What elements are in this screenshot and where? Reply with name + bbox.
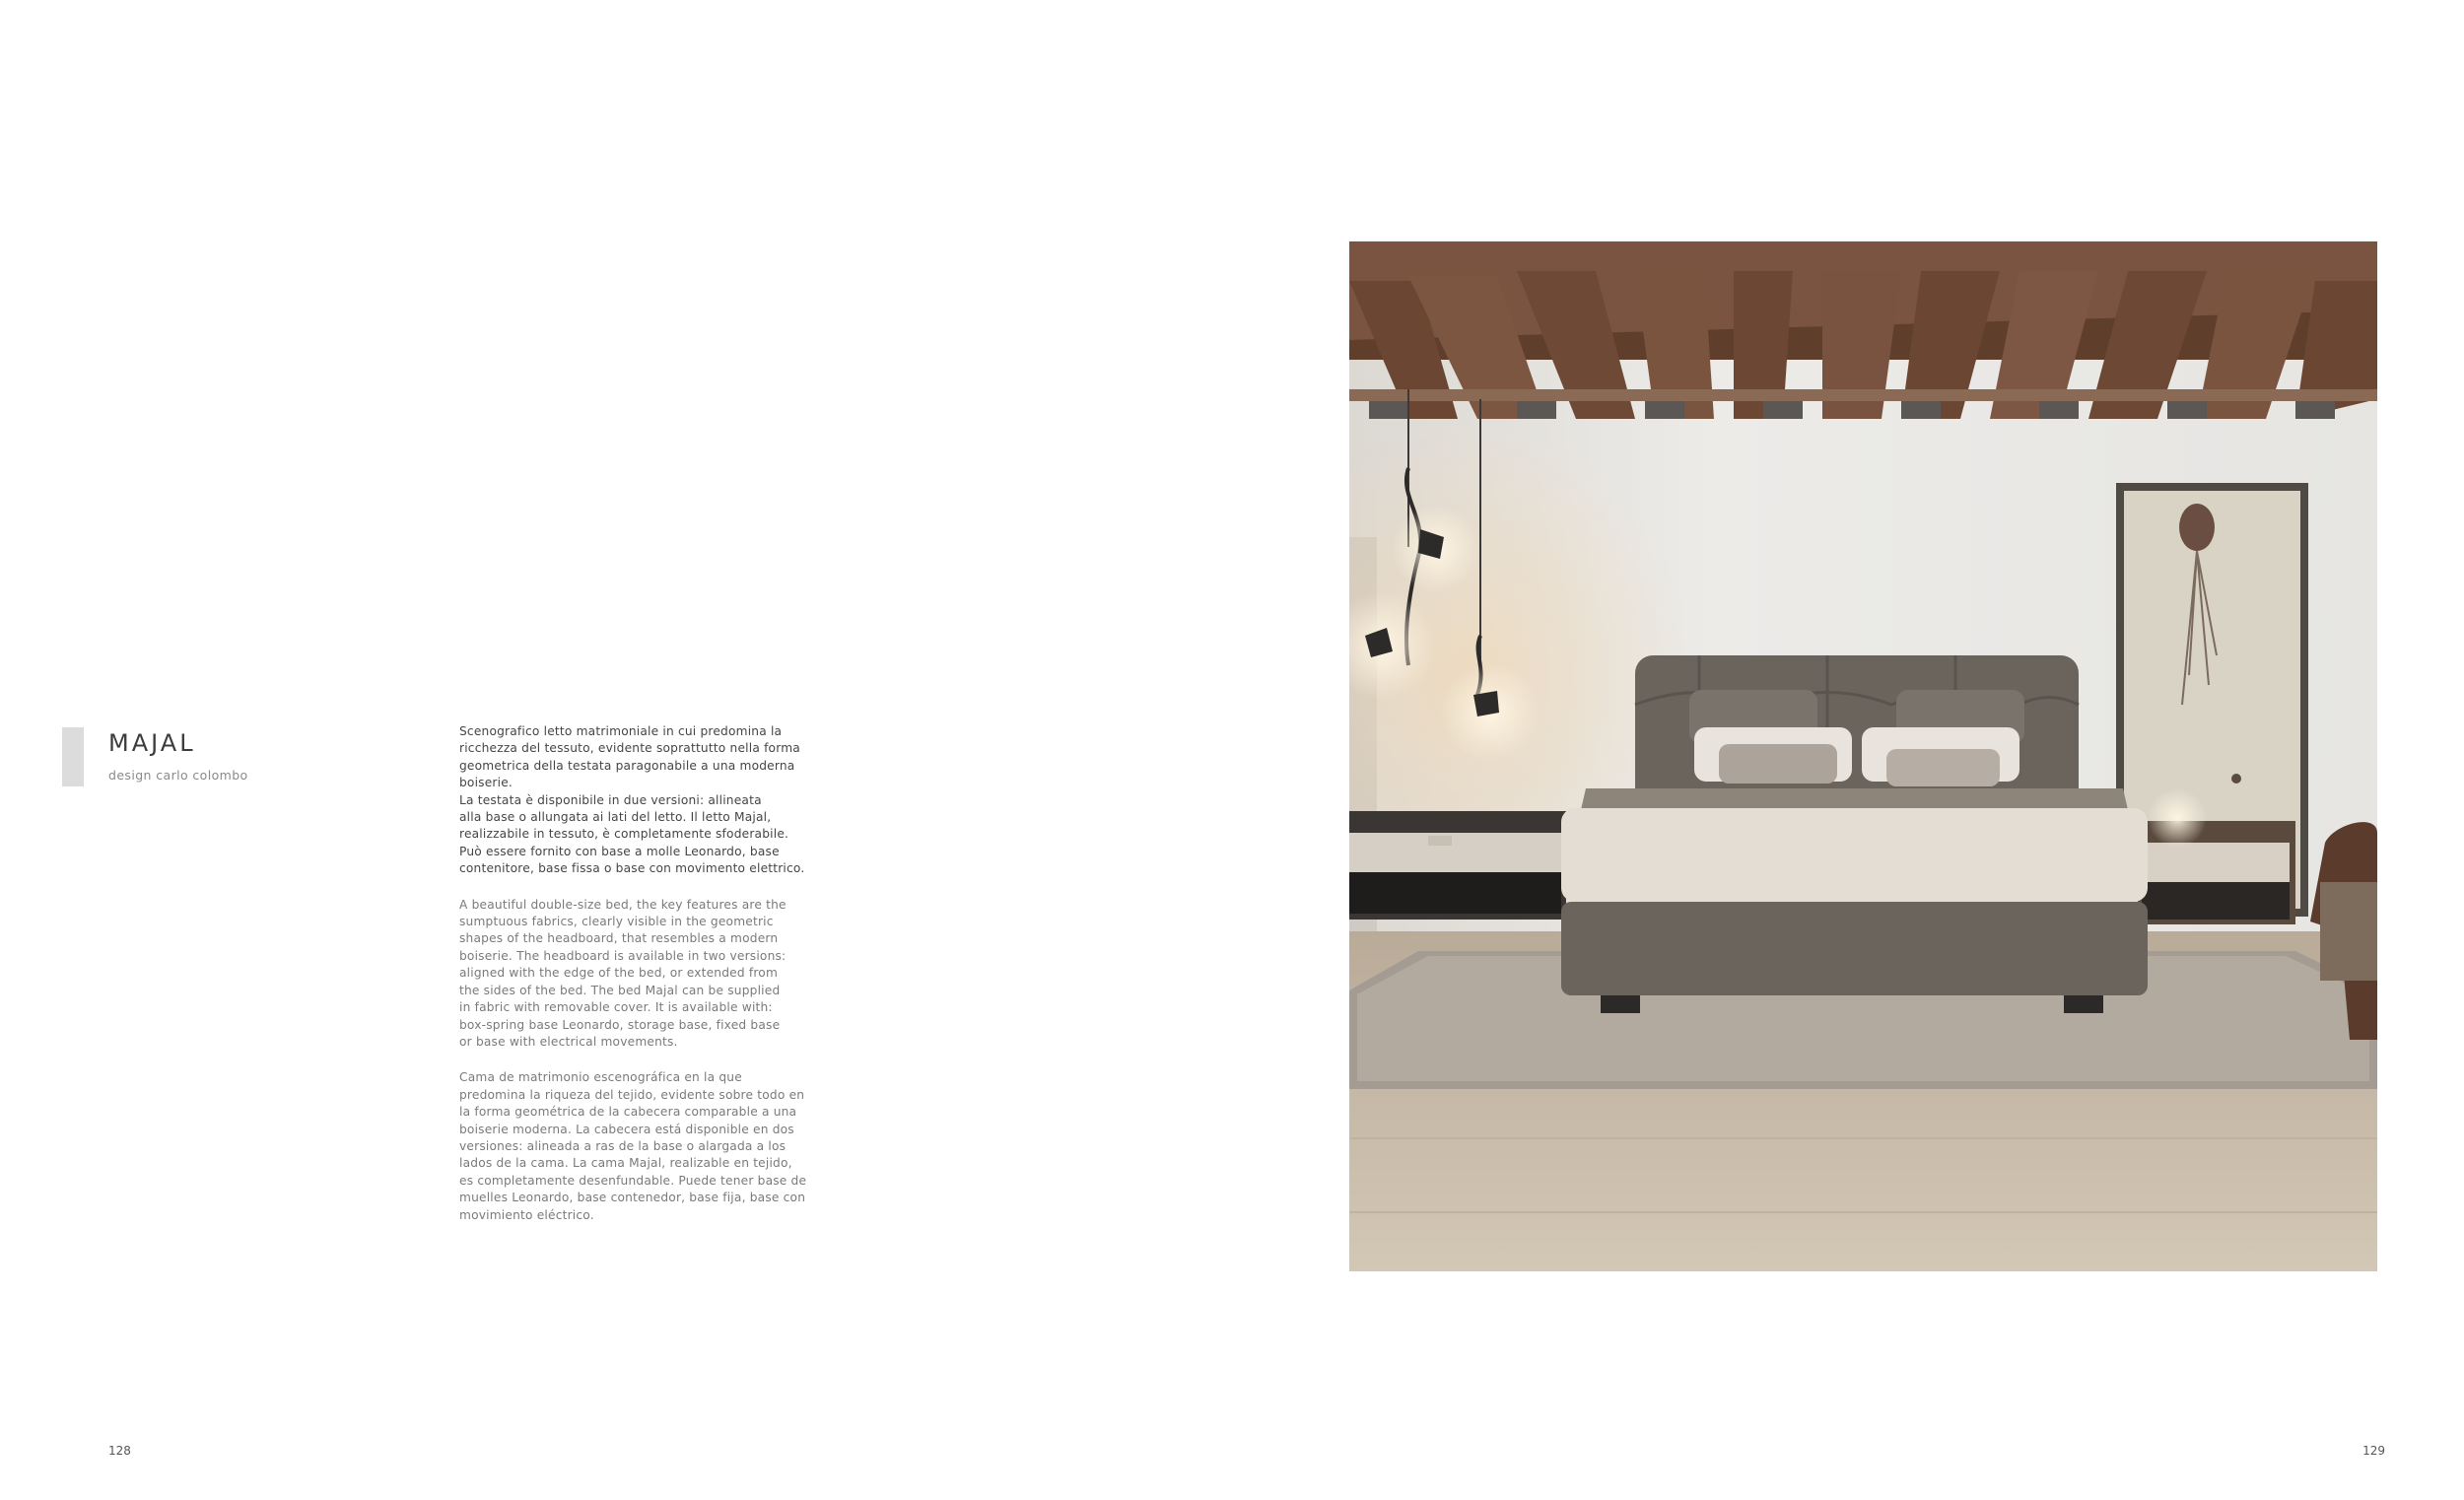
text-line: ricchezza del tessuto, evidente soprattutto nella forma: [459, 741, 800, 756]
text-line: versiones: alineada a ras de la base o alargada a los: [459, 1138, 787, 1153]
bed-base: [1561, 902, 2148, 995]
title-accent-bar: [62, 727, 84, 786]
text-line: realizzabile in tessuto, è completamente sfoderabile.: [459, 827, 789, 842]
text-line: es completamente desenfundable. Puede tener base de: [459, 1173, 807, 1188]
description-spanish: [459, 1069, 807, 1224]
nightstand-left: [1349, 811, 1566, 920]
page-number-left: 128: [108, 1444, 131, 1458]
text-line: predomina la riqueza del tejido, evidente sobre todo en: [459, 1087, 805, 1102]
bedroom-photo: [1349, 241, 2377, 1271]
text-line: in fabric with removable cover. It is available with:: [459, 1000, 773, 1015]
description-italian: [459, 723, 805, 878]
bed: [1561, 655, 2148, 1013]
ceiling-beams: [1349, 241, 2377, 419]
text-line: boiserie. The headboard is available in two versions:: [459, 948, 787, 963]
description-english: [459, 897, 794, 1052]
text-line: A beautiful double-size bed, the key features are the: [459, 897, 787, 912]
text-line: or base with electrical movements.: [459, 1034, 678, 1049]
product-title: MAJAL: [108, 729, 196, 757]
product-designer: design carlo colombo: [108, 768, 248, 783]
text-line: geometrica della testata paragonabile a una moderna: [459, 758, 795, 773]
text-line: la forma geométrica de la cabecera comparable a una: [459, 1105, 797, 1120]
text-line: aligned with the edge of the bed, or extended from: [459, 966, 779, 981]
bed-linen: [1561, 808, 2148, 902]
text-line: Cama de matrimonio escenográfica en la que: [459, 1070, 742, 1085]
text-line: shapes of the headboard, that resembles a modern: [459, 931, 779, 946]
text-line: the sides of the bed. The bed Majal can be supplied: [459, 983, 781, 997]
text-line: movimiento eléctrico.: [459, 1207, 594, 1222]
text-line: box-spring base Leonardo, storage base, fixed base: [459, 1017, 781, 1032]
page-number-right: 129: [2362, 1444, 2385, 1458]
text-line: contenitore, base fissa o base con movimento elettrico.: [459, 861, 805, 876]
text-line: sumptuous fabrics, clearly visible in the geometric: [459, 915, 774, 929]
text-line: boiserie moderna. La cabecera está disponible en dos: [459, 1122, 794, 1136]
text-line: Può essere fornito con base a molle Leonardo, base: [459, 844, 780, 858]
text-line: La testata è disponibile in due versioni: allineata: [459, 792, 762, 807]
text-line: muelles Leonardo, base contenedor, base fija, base con: [459, 1191, 806, 1205]
text-line: lados de la cama. La cama Majal, realizable en tejido,: [459, 1156, 792, 1171]
text-line: boiserie.: [459, 776, 513, 790]
description-column: [459, 723, 807, 1243]
text-line: alla base o allungata ai lati del letto. Il letto Majal,: [459, 810, 772, 825]
text-line: Scenografico letto matrimoniale in cui predomina la: [459, 724, 783, 738]
